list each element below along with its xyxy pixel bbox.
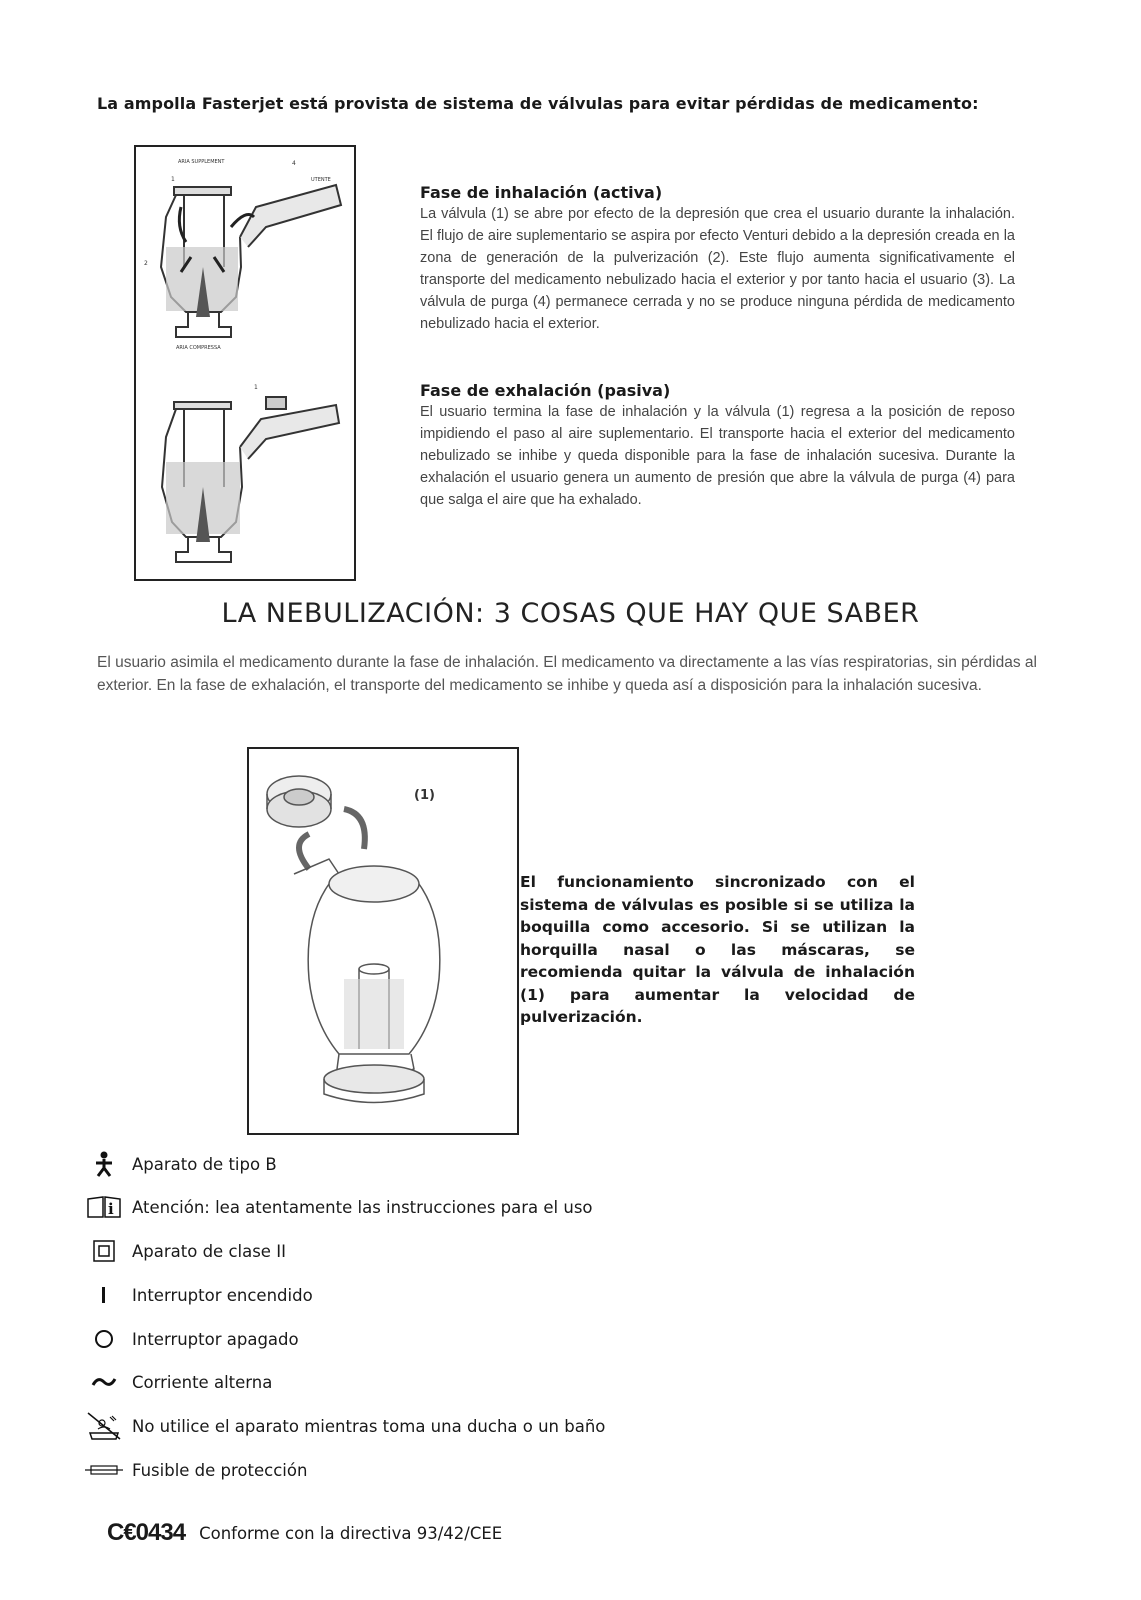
power-on-icon bbox=[84, 1280, 124, 1310]
user-label: UTENTE bbox=[311, 177, 331, 183]
symbol-row bbox=[84, 1149, 277, 1179]
exhalation-heading: Fase de exhalación (pasiva) bbox=[420, 381, 671, 400]
svg-text:1: 1 bbox=[171, 176, 175, 183]
valve-usage-note: El funcionamiento sincronizado con el sistema de válvulas es posible si se utiliza la boquilla como accesorio. Si se utilizan la horquilla nasal o las máscaras, se recomienda quitar la válvula de inhalación (1) para aumentar la velocidad de pulverización. bbox=[520, 873, 915, 1026]
fuse-icon bbox=[84, 1455, 124, 1485]
symbol-label: Atención: lea atentamente las instrucciones para el uso bbox=[132, 1197, 593, 1217]
symbol-row bbox=[84, 1280, 313, 1310]
section-paragraph: El usuario asimila el medicamento durante la fase de inhalación. El medicamento va directamente a las vías respiratorias, sin pérdidas al exterior. En la fase de exhalación, el transporte del medicamento se inhibe y queda así a disposición para la inhalación sucesiva. bbox=[97, 654, 1037, 694]
svg-text:1: 1 bbox=[254, 384, 258, 391]
symbol-row bbox=[84, 1236, 286, 1266]
symbol-row bbox=[84, 1367, 272, 1397]
ce-conformity-label: Conforme con la directiva 93/42/CEE bbox=[199, 1523, 503, 1543]
symbol-label: Interruptor encendido bbox=[132, 1285, 313, 1305]
section-title: LA NEBULIZACIÓN: 3 COSAS QUE HAY QUE SABER bbox=[221, 598, 920, 629]
symbol-label: Corriente alterna bbox=[132, 1372, 273, 1392]
symbol-label: No utilice el aparato mientras toma una ducha o un baño bbox=[132, 1416, 606, 1436]
symbol-label: Fusible de protección bbox=[132, 1460, 308, 1480]
symbol-label: Aparato de tipo B bbox=[132, 1154, 277, 1174]
svg-text:i: i bbox=[108, 1200, 114, 1218]
ampoule-figure bbox=[247, 747, 519, 1135]
exhalation-text: El usuario termina la fase de inhalación y la válvula (1) regresa a la posición de reposo impidiendo el paso al aire suplementario. El transporte hacia el exterior del medicamento nebulizado se inhibe y queda disponible para la fase de inhalación sucesiva. Durante la exhalación el usuario genera un aumento de presión que abre la válvula de purga (4) para que salga el aire que ha exhalado. bbox=[420, 404, 1015, 508]
valve-number-label: (1) bbox=[414, 788, 435, 803]
symbol-row bbox=[84, 1192, 593, 1222]
read-instructions-icon bbox=[84, 1192, 124, 1222]
valve-diagram-figure bbox=[134, 145, 356, 581]
ce-mark-icon: C€0434 bbox=[107, 1519, 186, 1546]
air-supplement-label: ARIA SUPPLEMENT bbox=[178, 159, 225, 165]
inhalation-text: La válvula (1) se abre por efecto de la depresión que crea el usuario durante la inhalación. El flujo de aire suplementario se aspira por efecto Venturi debido a la depresión creada en la zona de generación de la pulverización (2). Este flujo aumenta significativamente el transporte del medicamento nebulizado hacia el exterior y por tanto hacia el usuario (3). La válvula de purga (4) permanece cerrada y no se produce ninguna pérdida de medicamento nebulizado hacia el exterior. bbox=[420, 206, 1015, 332]
symbol-row bbox=[84, 1455, 307, 1485]
inhalation-heading: Fase de inhalación (activa) bbox=[420, 183, 663, 202]
ampoule-illustration bbox=[249, 749, 516, 1132]
svg-text:2: 2 bbox=[144, 260, 148, 267]
compressed-air-label: ARIA COMPRESSA bbox=[176, 345, 221, 351]
alternating-current-icon bbox=[84, 1367, 124, 1397]
svg-text:4: 4 bbox=[292, 160, 296, 167]
no-shower-icon bbox=[84, 1411, 124, 1441]
symbol-label: Aparato de clase II bbox=[132, 1241, 286, 1261]
class-ii-icon bbox=[84, 1236, 124, 1266]
ce-conformity-row bbox=[107, 1519, 502, 1547]
nebulizer-cross-section-illustration bbox=[136, 147, 353, 578]
symbol-label: Interruptor apagado bbox=[132, 1329, 299, 1349]
symbol-row bbox=[84, 1411, 605, 1441]
intro-text: La ampolla Fasterjet está provista de sistema de válvulas para evitar pérdidas de medicamento: bbox=[97, 94, 979, 113]
symbol-row bbox=[84, 1324, 299, 1354]
power-off-icon bbox=[84, 1324, 124, 1354]
exhalation-phase-block bbox=[420, 381, 1015, 511]
inhalation-phase-block bbox=[420, 183, 1015, 335]
person-type-b-icon bbox=[84, 1149, 124, 1179]
